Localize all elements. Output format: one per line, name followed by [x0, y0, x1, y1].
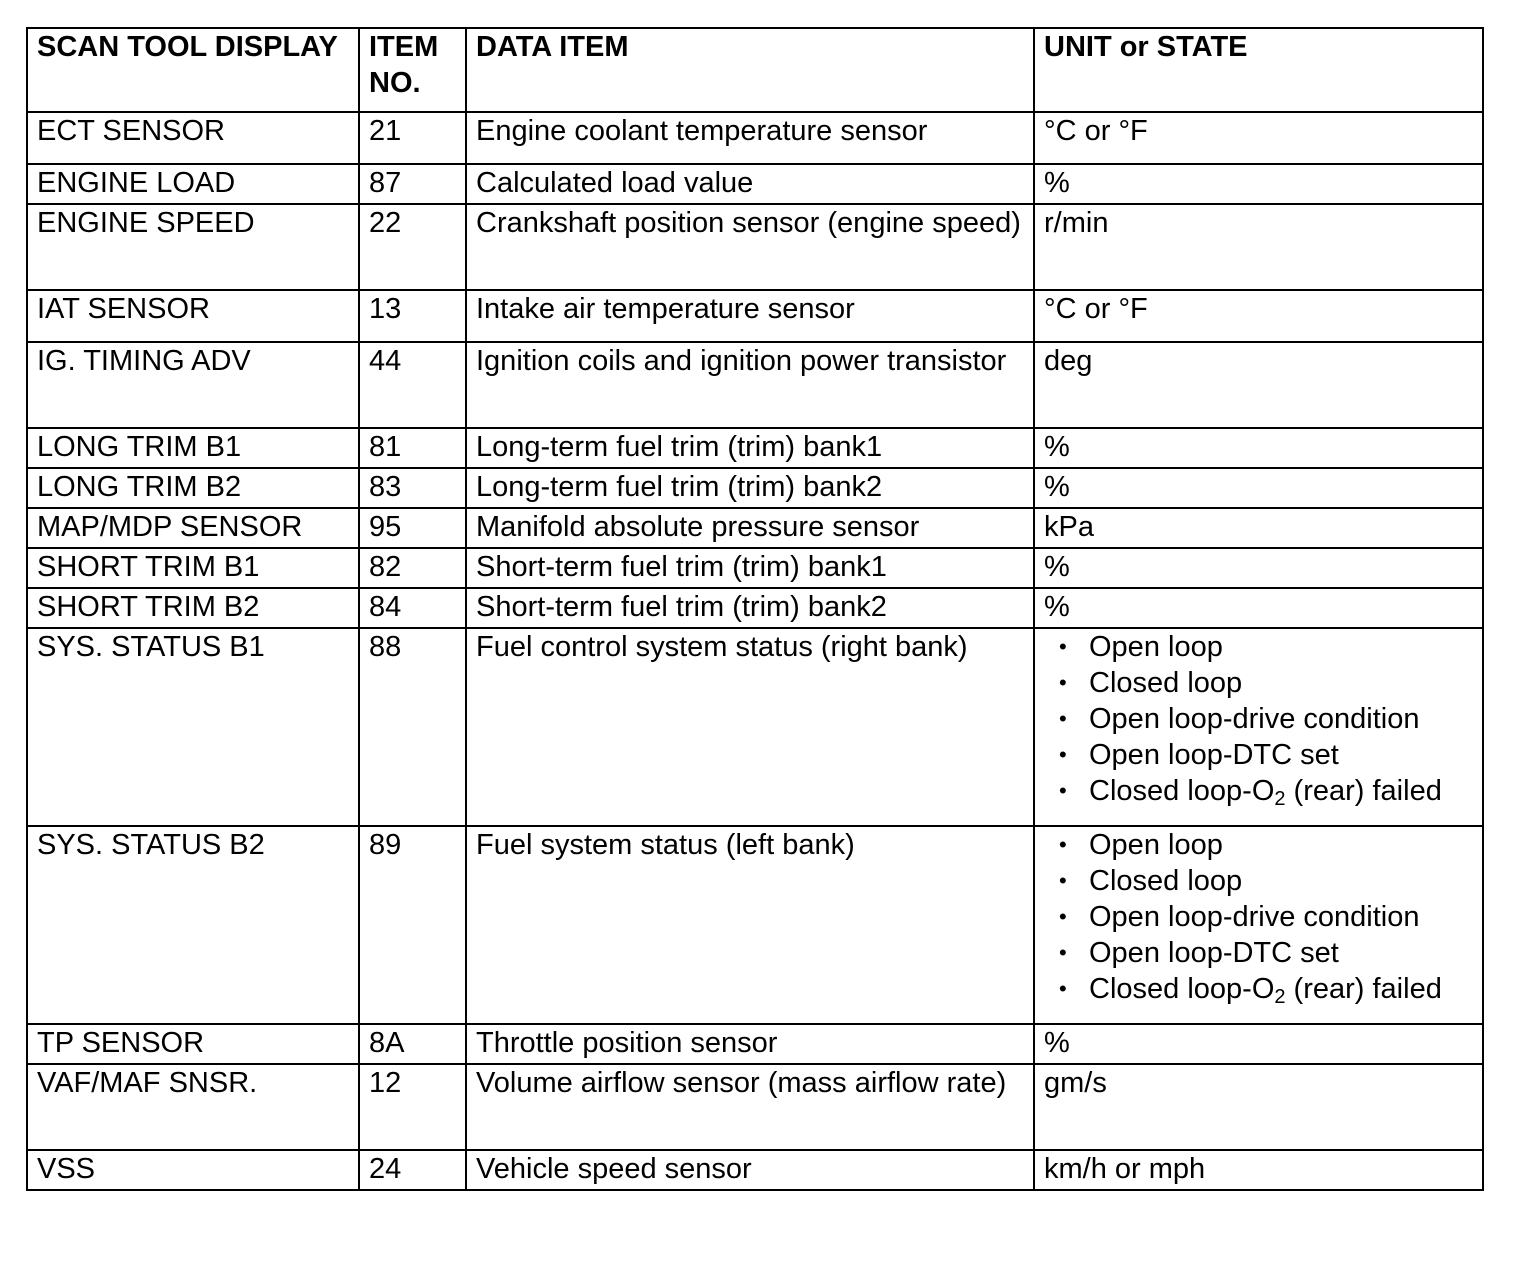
- data-item-cell: Calculated load value: [466, 164, 1034, 204]
- unit-cell: %: [1034, 428, 1483, 468]
- unit-cell: %: [1034, 164, 1483, 204]
- table-row: [27, 1150, 1483, 1190]
- data-item-cell: Vehicle speed sensor: [466, 1150, 1034, 1190]
- scan-tool-display-cell: VAF/MAF SNSR.: [27, 1064, 359, 1150]
- item-no-cell: 95: [359, 508, 466, 548]
- bullet: •: [1059, 742, 1067, 767]
- bullet: •: [1059, 778, 1067, 803]
- scan-tool-display-cell: LONG TRIM B2: [27, 468, 359, 508]
- unit-cell: r/min: [1034, 204, 1483, 290]
- table-row: [27, 1064, 1483, 1150]
- state-item: • Open loop-DTC set: [1059, 937, 1339, 969]
- item-no-cell: 89: [359, 826, 466, 1024]
- data-item-cell: Fuel control system status (right bank): [466, 628, 1034, 826]
- data-item-cell: Intake air temperature sensor: [466, 290, 1034, 342]
- scan-tool-display-cell: SHORT TRIM B2: [27, 588, 359, 628]
- unit-cell: deg: [1034, 342, 1483, 428]
- bullet: •: [1059, 832, 1067, 857]
- data-item-cell: Short-term fuel trim (trim) bank2: [466, 588, 1034, 628]
- state-item: • Open loop: [1059, 631, 1223, 663]
- data-item-cell: Engine coolant temperature sensor: [466, 112, 1034, 164]
- scan-tool-display-cell: VSS: [27, 1150, 359, 1190]
- data-item-cell: Manifold absolute pressure sensor: [466, 508, 1034, 548]
- table-row: [27, 290, 1483, 342]
- table-row: [27, 428, 1483, 468]
- data-item-cell: Long-term fuel trim (trim) bank2: [466, 468, 1034, 508]
- state-item: • Open loop: [1059, 829, 1223, 861]
- state-item: • Open loop-DTC set: [1059, 739, 1339, 771]
- state-item: • Closed loop-$O_2$ (rear) failed: [1059, 775, 1442, 810]
- bullet: •: [1059, 706, 1067, 731]
- data-item-cell: Short-term fuel trim (trim) bank1: [466, 548, 1034, 588]
- item-no-cell: 44: [359, 342, 466, 428]
- table-row: [27, 826, 1483, 1024]
- data-item-cell: Throttle position sensor: [466, 1024, 1034, 1064]
- item-no-cell: 83: [359, 468, 466, 508]
- unit-cell: gm/s: [1034, 1064, 1483, 1150]
- unit-cell: °C or °F: [1034, 112, 1483, 164]
- scan-tool-display-cell: ENGINE SPEED: [27, 204, 359, 290]
- table-row: [27, 548, 1483, 588]
- item-no-cell: 12: [359, 1064, 466, 1150]
- bullet: •: [1059, 904, 1067, 929]
- scan-tool-display-cell: IG. TIMING ADV: [27, 342, 359, 428]
- item-no-cell: 88: [359, 628, 466, 826]
- header-scan-tool-display: SCAN TOOL DISPLAY: [27, 28, 359, 112]
- state-list-cell: [1034, 826, 1483, 1024]
- item-no-cell: 87: [359, 164, 466, 204]
- header-unit-or-state: UNIT or STATE: [1034, 28, 1483, 112]
- state-list: [1044, 827, 1474, 1007]
- state-item: • Closed loop: [1059, 865, 1243, 897]
- state-item: • Open loop-drive condition: [1059, 901, 1420, 933]
- data-item-cell: Long-term fuel trim (trim) bank1: [466, 428, 1034, 468]
- table-row: [27, 588, 1483, 628]
- scan-tool-display-cell: LONG TRIM B1: [27, 428, 359, 468]
- bullet: •: [1059, 634, 1067, 659]
- scan-tool-display-cell: ECT SENSOR: [27, 112, 359, 164]
- unit-cell: km/h or mph: [1034, 1150, 1483, 1190]
- unit-cell: °C or °F: [1034, 290, 1483, 342]
- unit-cell: %: [1034, 588, 1483, 628]
- item-no-cell: 13: [359, 290, 466, 342]
- state-list-cell: [1034, 628, 1483, 826]
- state-item: • Closed loop: [1059, 667, 1243, 699]
- item-no-cell: 82: [359, 548, 466, 588]
- header-data-item: DATA ITEM: [466, 28, 1034, 112]
- state-item: • Closed loop-$O_2$ (rear) failed: [1059, 973, 1442, 1008]
- bullet: •: [1059, 976, 1067, 1001]
- scan-tool-display-cell: SYS. STATUS B1: [27, 628, 359, 826]
- unit-cell: %: [1034, 468, 1483, 508]
- scan-tool-display-cell: MAP/MDP SENSOR: [27, 508, 359, 548]
- table-row: [27, 628, 1483, 826]
- table-row: [27, 468, 1483, 508]
- data-item-cell: Fuel system status (left bank): [466, 826, 1034, 1024]
- table-row: [27, 112, 1483, 164]
- header-item-no: ITEM NO.: [359, 28, 466, 112]
- data-item-cell: Crankshaft position sensor (engine speed): [466, 204, 1034, 290]
- unit-cell: kPa: [1034, 508, 1483, 548]
- scan-tool-display-cell: TP SENSOR: [27, 1024, 359, 1064]
- bullet: •: [1059, 868, 1067, 893]
- bullet: •: [1059, 940, 1067, 965]
- data-item-cell: Volume airflow sensor (mass airflow rate): [466, 1064, 1034, 1150]
- unit-cell: %: [1034, 1024, 1483, 1064]
- table-row: [27, 1024, 1483, 1064]
- item-no-cell: 24: [359, 1150, 466, 1190]
- item-no-cell: 21: [359, 112, 466, 164]
- table-row: [27, 342, 1483, 428]
- scan-tool-display-cell: IAT SENSOR: [27, 290, 359, 342]
- table-row: [27, 164, 1483, 204]
- bullet: •: [1059, 670, 1067, 695]
- scan-tool-data-table: [26, 27, 1484, 1191]
- table-row: [27, 204, 1483, 290]
- state-list: [1044, 629, 1474, 809]
- unit-cell: %: [1034, 548, 1483, 588]
- header-row: [27, 28, 1483, 112]
- scan-tool-display-cell: SYS. STATUS B2: [27, 826, 359, 1024]
- item-no-cell: 22: [359, 204, 466, 290]
- item-no-cell: 8A: [359, 1024, 466, 1064]
- scan-tool-display-cell: SHORT TRIM B1: [27, 548, 359, 588]
- state-item: • Open loop-drive condition: [1059, 703, 1420, 735]
- item-no-cell: 81: [359, 428, 466, 468]
- item-no-cell: 84: [359, 588, 466, 628]
- data-item-cell: Ignition coils and ignition power transistor: [466, 342, 1034, 428]
- scan-tool-display-cell: ENGINE LOAD: [27, 164, 359, 204]
- table-row: [27, 508, 1483, 548]
